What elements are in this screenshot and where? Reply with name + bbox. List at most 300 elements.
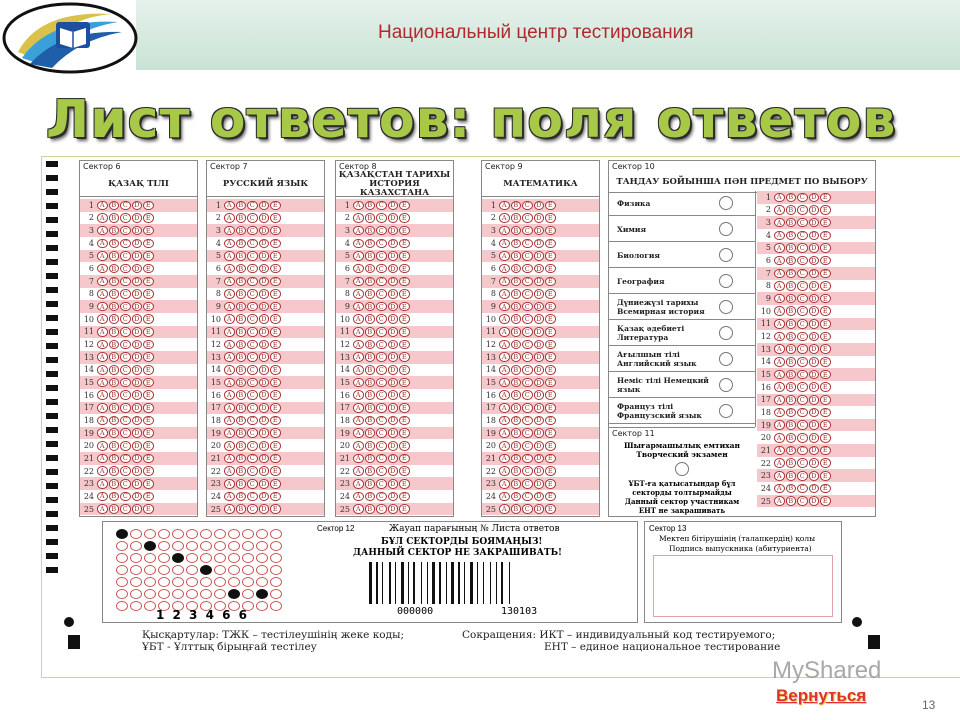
answer-bubble-d[interactable]: D <box>259 378 270 388</box>
answer-bubble-e[interactable]: E <box>143 492 154 502</box>
answer-bubble-e[interactable]: E <box>143 213 154 223</box>
answer-bubble-a[interactable]: A <box>774 446 785 456</box>
answer-bubble-d[interactable]: D <box>809 433 820 443</box>
answer-bubble-a[interactable]: A <box>224 327 235 337</box>
answer-bubble-d[interactable]: D <box>388 213 399 223</box>
answer-bubble-a[interactable]: A <box>97 466 108 476</box>
creative-exam-bubble[interactable] <box>675 462 689 476</box>
answer-bubble-d[interactable]: D <box>809 446 820 456</box>
answer-bubble-e[interactable]: E <box>820 243 831 253</box>
answer-bubble-c[interactable]: C <box>247 479 258 489</box>
answer-bubble-a[interactable]: A <box>774 433 785 443</box>
answer-bubble-a[interactable]: A <box>224 352 235 362</box>
answer-bubble-b[interactable]: B <box>786 484 797 494</box>
answer-bubble-d[interactable]: D <box>809 243 820 253</box>
answer-bubble-e[interactable]: E <box>399 390 410 400</box>
answer-bubble-a[interactable]: A <box>774 357 785 367</box>
answer-bubble-d[interactable]: D <box>809 269 820 279</box>
answer-bubble-b[interactable]: B <box>786 395 797 405</box>
answer-bubble-d[interactable]: D <box>132 403 143 413</box>
answer-bubble-a[interactable]: A <box>97 441 108 451</box>
answer-bubble-a[interactable]: A <box>353 479 364 489</box>
answer-bubble-a[interactable]: A <box>774 471 785 481</box>
answer-bubble-d[interactable]: D <box>534 479 545 489</box>
answer-bubble-a[interactable]: A <box>499 226 510 236</box>
answer-bubble-a[interactable]: A <box>224 466 235 476</box>
answer-bubble-b[interactable]: B <box>511 403 522 413</box>
answer-bubble-a[interactable]: A <box>353 403 364 413</box>
answer-bubble-b[interactable]: B <box>786 218 797 228</box>
answer-bubble-c[interactable]: C <box>797 306 808 316</box>
answer-bubble-c[interactable]: C <box>247 239 258 249</box>
answer-bubble-b[interactable]: B <box>511 201 522 211</box>
answer-bubble-e[interactable]: E <box>545 441 556 451</box>
answer-bubble-b[interactable]: B <box>109 479 120 489</box>
answer-bubble-b[interactable]: B <box>236 302 247 312</box>
answer-bubble-e[interactable]: E <box>143 289 154 299</box>
answer-bubble-b[interactable]: B <box>109 492 120 502</box>
answer-bubble-a[interactable]: A <box>499 492 510 502</box>
answer-bubble-c[interactable]: C <box>376 264 387 274</box>
answer-bubble-e[interactable]: E <box>270 390 281 400</box>
answer-bubble-b[interactable]: B <box>786 256 797 266</box>
answer-bubble-c[interactable]: C <box>376 340 387 350</box>
answer-bubble-a[interactable]: A <box>224 479 235 489</box>
answer-bubble-e[interactable]: E <box>399 454 410 464</box>
answer-bubble-e[interactable]: E <box>270 504 281 514</box>
answer-bubble-c[interactable]: C <box>376 390 387 400</box>
answer-bubble-d[interactable]: D <box>534 314 545 324</box>
answer-bubble-d[interactable]: D <box>132 251 143 261</box>
answer-bubble-a[interactable]: A <box>224 428 235 438</box>
answer-bubble-b[interactable]: B <box>109 352 120 362</box>
answer-bubble-b[interactable]: B <box>511 390 522 400</box>
answer-bubble-a[interactable]: A <box>499 479 510 489</box>
answer-bubble-d[interactable]: D <box>534 365 545 375</box>
answer-bubble-c[interactable]: C <box>522 277 533 287</box>
answer-bubble-b[interactable]: B <box>109 378 120 388</box>
answer-bubble-a[interactable]: A <box>353 226 364 236</box>
answer-bubble-b[interactable]: B <box>511 466 522 476</box>
answer-bubble-d[interactable]: D <box>534 340 545 350</box>
answer-bubble-c[interactable]: C <box>247 454 258 464</box>
answer-bubble-e[interactable]: E <box>143 239 154 249</box>
answer-bubble-d[interactable]: D <box>388 466 399 476</box>
answer-bubble-e[interactable]: E <box>545 226 556 236</box>
answer-bubble-a[interactable]: A <box>97 289 108 299</box>
answer-bubble-a[interactable]: A <box>224 378 235 388</box>
answer-bubble-b[interactable]: B <box>109 226 120 236</box>
answer-bubble-b[interactable]: B <box>786 370 797 380</box>
answer-bubble-b[interactable]: B <box>511 314 522 324</box>
answer-bubble-c[interactable]: C <box>522 314 533 324</box>
answer-bubble-c[interactable]: C <box>247 352 258 362</box>
answer-bubble-a[interactable]: A <box>499 289 510 299</box>
answer-bubble-c[interactable]: C <box>376 352 387 362</box>
answer-bubble-a[interactable]: A <box>224 441 235 451</box>
answer-bubble-c[interactable]: C <box>376 213 387 223</box>
answer-bubble-b[interactable]: B <box>365 264 376 274</box>
answer-bubble-a[interactable]: A <box>224 201 235 211</box>
answer-bubble-d[interactable]: D <box>534 213 545 223</box>
answer-bubble-e[interactable]: E <box>270 428 281 438</box>
answer-bubble-d[interactable]: D <box>388 390 399 400</box>
answer-bubble-e[interactable]: E <box>820 357 831 367</box>
answer-bubble-d[interactable]: D <box>259 340 270 350</box>
answer-bubble-d[interactable]: D <box>132 314 143 324</box>
answer-bubble-b[interactable]: B <box>365 390 376 400</box>
answer-bubble-e[interactable]: E <box>545 428 556 438</box>
answer-bubble-e[interactable]: E <box>399 201 410 211</box>
answer-bubble-b[interactable]: B <box>109 466 120 476</box>
answer-bubble-a[interactable]: A <box>97 314 108 324</box>
answer-bubble-a[interactable]: A <box>97 390 108 400</box>
answer-bubble-a[interactable]: A <box>224 365 235 375</box>
answer-bubble-e[interactable]: E <box>399 226 410 236</box>
answer-bubble-d[interactable]: D <box>809 496 820 506</box>
answer-bubble-d[interactable]: D <box>259 492 270 502</box>
answer-bubble-b[interactable]: B <box>786 205 797 215</box>
answer-bubble-a[interactable]: A <box>499 504 510 514</box>
answer-bubble-a[interactable]: A <box>97 352 108 362</box>
answer-bubble-b[interactable]: B <box>109 441 120 451</box>
answer-bubble-d[interactable]: D <box>132 213 143 223</box>
answer-bubble-b[interactable]: B <box>786 357 797 367</box>
answer-bubble-b[interactable]: B <box>109 201 120 211</box>
answer-bubble-a[interactable]: A <box>774 294 785 304</box>
answer-bubble-c[interactable]: C <box>797 496 808 506</box>
answer-bubble-c[interactable]: C <box>797 433 808 443</box>
answer-bubble-b[interactable]: B <box>511 441 522 451</box>
answer-bubble-b[interactable]: B <box>109 340 120 350</box>
answer-bubble-a[interactable]: A <box>224 416 235 426</box>
answer-bubble-a[interactable]: A <box>499 378 510 388</box>
answer-bubble-b[interactable]: B <box>511 264 522 274</box>
answer-bubble-e[interactable]: E <box>270 466 281 476</box>
answer-bubble-c[interactable]: C <box>120 454 131 464</box>
answer-bubble-e[interactable]: E <box>545 327 556 337</box>
answer-bubble-b[interactable]: B <box>511 213 522 223</box>
answer-bubble-c[interactable]: C <box>120 314 131 324</box>
answer-bubble-a[interactable]: A <box>774 306 785 316</box>
answer-bubble-d[interactable]: D <box>534 277 545 287</box>
answer-bubble-b[interactable]: B <box>236 365 247 375</box>
answer-bubble-b[interactable]: B <box>365 302 376 312</box>
answer-bubble-b[interactable]: B <box>786 269 797 279</box>
answer-bubble-d[interactable]: D <box>259 365 270 375</box>
answer-bubble-b[interactable]: B <box>786 319 797 329</box>
answer-bubble-d[interactable]: D <box>132 327 143 337</box>
answer-bubble-c[interactable]: C <box>247 428 258 438</box>
answer-bubble-e[interactable]: E <box>820 332 831 342</box>
answer-bubble-a[interactable]: A <box>97 492 108 502</box>
answer-bubble-b[interactable]: B <box>109 454 120 464</box>
answer-bubble-b[interactable]: B <box>236 492 247 502</box>
answer-bubble-a[interactable]: A <box>224 251 235 261</box>
answer-bubble-e[interactable]: E <box>820 370 831 380</box>
answer-bubble-c[interactable]: C <box>797 395 808 405</box>
answer-bubble-c[interactable]: C <box>797 420 808 430</box>
answer-bubble-a[interactable]: A <box>499 201 510 211</box>
answer-bubble-a[interactable]: A <box>353 492 364 502</box>
answer-bubble-d[interactable]: D <box>259 201 270 211</box>
answer-bubble-e[interactable]: E <box>399 314 410 324</box>
answer-bubble-a[interactable]: A <box>224 390 235 400</box>
answer-bubble-b[interactable]: B <box>511 416 522 426</box>
answer-bubble-e[interactable]: E <box>399 277 410 287</box>
answer-bubble-a[interactable]: A <box>353 201 364 211</box>
answer-bubble-e[interactable]: E <box>820 231 831 241</box>
answer-bubble-d[interactable]: D <box>259 251 270 261</box>
answer-bubble-e[interactable]: E <box>143 251 154 261</box>
answer-bubble-e[interactable]: E <box>399 239 410 249</box>
answer-bubble-c[interactable]: C <box>522 365 533 375</box>
answer-bubble-d[interactable]: D <box>809 420 820 430</box>
answer-bubble-c[interactable]: C <box>797 256 808 266</box>
answer-bubble-a[interactable]: A <box>774 231 785 241</box>
answer-bubble-b[interactable]: B <box>109 428 120 438</box>
answer-bubble-e[interactable]: E <box>545 289 556 299</box>
answer-bubble-b[interactable]: B <box>786 382 797 392</box>
answer-bubble-b[interactable]: B <box>786 332 797 342</box>
answer-bubble-e[interactable]: E <box>820 408 831 418</box>
answer-bubble-d[interactable]: D <box>259 504 270 514</box>
answer-bubble-d[interactable]: D <box>534 454 545 464</box>
answer-bubble-e[interactable]: E <box>143 327 154 337</box>
answer-bubble-c[interactable]: C <box>376 277 387 287</box>
answer-bubble-a[interactable]: A <box>499 251 510 261</box>
answer-bubble-a[interactable]: A <box>774 484 785 494</box>
answer-bubble-c[interactable]: C <box>797 243 808 253</box>
answer-bubble-e[interactable]: E <box>545 302 556 312</box>
answer-bubble-e[interactable]: E <box>143 416 154 426</box>
answer-bubble-a[interactable]: A <box>774 256 785 266</box>
answer-bubble-e[interactable]: E <box>270 302 281 312</box>
answer-bubble-b[interactable]: B <box>365 428 376 438</box>
answer-bubble-b[interactable]: B <box>786 458 797 468</box>
answer-bubble-d[interactable]: D <box>132 239 143 249</box>
answer-bubble-a[interactable]: A <box>774 281 785 291</box>
answer-bubble-a[interactable]: A <box>499 441 510 451</box>
answer-bubble-d[interactable]: D <box>259 239 270 249</box>
answer-bubble-d[interactable]: D <box>259 314 270 324</box>
answer-bubble-b[interactable]: B <box>365 504 376 514</box>
answer-bubble-c[interactable]: C <box>797 408 808 418</box>
answer-bubble-c[interactable]: C <box>522 201 533 211</box>
answer-bubble-e[interactable]: E <box>270 226 281 236</box>
answer-bubble-a[interactable]: A <box>97 302 108 312</box>
answer-bubble-b[interactable]: B <box>109 251 120 261</box>
answer-bubble-b[interactable]: B <box>109 239 120 249</box>
answer-bubble-a[interactable]: A <box>353 289 364 299</box>
answer-bubble-e[interactable]: E <box>143 277 154 287</box>
answer-bubble-e[interactable]: E <box>820 496 831 506</box>
answer-bubble-a[interactable]: A <box>499 340 510 350</box>
answer-bubble-e[interactable]: E <box>143 441 154 451</box>
answer-bubble-c[interactable]: C <box>247 201 258 211</box>
answer-bubble-d[interactable]: D <box>388 201 399 211</box>
answer-bubble-b[interactable]: B <box>109 403 120 413</box>
answer-bubble-b[interactable]: B <box>511 428 522 438</box>
answer-bubble-d[interactable]: D <box>388 365 399 375</box>
answer-bubble-e[interactable]: E <box>270 441 281 451</box>
answer-bubble-d[interactable]: D <box>132 441 143 451</box>
answer-bubble-b[interactable]: B <box>109 504 120 514</box>
answer-bubble-a[interactable]: A <box>774 218 785 228</box>
answer-bubble-c[interactable]: C <box>522 441 533 451</box>
answer-bubble-a[interactable]: A <box>353 340 364 350</box>
answer-bubble-b[interactable]: B <box>511 302 522 312</box>
answer-bubble-e[interactable]: E <box>399 264 410 274</box>
answer-bubble-d[interactable]: D <box>132 352 143 362</box>
answer-bubble-b[interactable]: B <box>511 454 522 464</box>
answer-bubble-e[interactable]: E <box>399 492 410 502</box>
answer-bubble-a[interactable]: A <box>774 319 785 329</box>
answer-bubble-a[interactable]: A <box>97 416 108 426</box>
answer-bubble-e[interactable]: E <box>270 454 281 464</box>
answer-bubble-c[interactable]: C <box>522 378 533 388</box>
answer-bubble-b[interactable]: B <box>236 201 247 211</box>
answer-bubble-d[interactable]: D <box>388 492 399 502</box>
answer-bubble-e[interactable]: E <box>270 378 281 388</box>
answer-bubble-e[interactable]: E <box>545 454 556 464</box>
answer-bubble-e[interactable]: E <box>143 428 154 438</box>
answer-bubble-e[interactable]: E <box>399 327 410 337</box>
answer-bubble-c[interactable]: C <box>120 352 131 362</box>
answer-bubble-b[interactable]: B <box>511 479 522 489</box>
answer-bubble-c[interactable]: C <box>120 504 131 514</box>
answer-bubble-c[interactable]: C <box>376 226 387 236</box>
answer-bubble-e[interactable]: E <box>545 479 556 489</box>
answer-bubble-b[interactable]: B <box>786 344 797 354</box>
answer-bubble-e[interactable]: E <box>820 193 831 203</box>
answer-bubble-a[interactable]: A <box>224 340 235 350</box>
answer-bubble-e[interactable]: E <box>820 218 831 228</box>
answer-bubble-a[interactable]: A <box>97 454 108 464</box>
answer-bubble-c[interactable]: C <box>247 302 258 312</box>
answer-bubble-b[interactable]: B <box>365 251 376 261</box>
elective-select-bubble[interactable] <box>719 222 733 236</box>
answer-bubble-d[interactable]: D <box>259 428 270 438</box>
answer-bubble-c[interactable]: C <box>247 277 258 287</box>
answer-bubble-e[interactable]: E <box>399 365 410 375</box>
answer-bubble-d[interactable]: D <box>534 264 545 274</box>
answer-bubble-e[interactable]: E <box>143 340 154 350</box>
answer-bubble-e[interactable]: E <box>545 340 556 350</box>
elective-select-bubble[interactable] <box>719 404 733 418</box>
answer-bubble-c[interactable]: C <box>120 378 131 388</box>
answer-bubble-b[interactable]: B <box>236 428 247 438</box>
answer-bubble-e[interactable]: E <box>399 428 410 438</box>
answer-bubble-a[interactable]: A <box>353 416 364 426</box>
answer-bubble-d[interactable]: D <box>809 484 820 494</box>
answer-bubble-d[interactable]: D <box>259 441 270 451</box>
answer-bubble-d[interactable]: D <box>259 390 270 400</box>
back-link[interactable]: Вернуться <box>776 686 867 705</box>
answer-bubble-a[interactable]: A <box>774 408 785 418</box>
answer-bubble-e[interactable]: E <box>545 378 556 388</box>
answer-bubble-e[interactable]: E <box>820 446 831 456</box>
answer-bubble-e[interactable]: E <box>399 213 410 223</box>
answer-bubble-c[interactable]: C <box>376 365 387 375</box>
answer-bubble-a[interactable]: A <box>353 264 364 274</box>
answer-bubble-b[interactable]: B <box>365 327 376 337</box>
answer-bubble-a[interactable]: A <box>499 239 510 249</box>
answer-bubble-c[interactable]: C <box>120 492 131 502</box>
answer-bubble-d[interactable]: D <box>388 352 399 362</box>
answer-bubble-c[interactable]: C <box>247 264 258 274</box>
answer-bubble-c[interactable]: C <box>522 239 533 249</box>
answer-bubble-b[interactable]: B <box>236 251 247 261</box>
answer-bubble-c[interactable]: C <box>247 378 258 388</box>
answer-bubble-e[interactable]: E <box>270 251 281 261</box>
answer-bubble-a[interactable]: A <box>97 365 108 375</box>
answer-bubble-e[interactable]: E <box>143 378 154 388</box>
answer-bubble-d[interactable]: D <box>132 479 143 489</box>
answer-bubble-e[interactable]: E <box>820 294 831 304</box>
answer-bubble-c[interactable]: C <box>797 332 808 342</box>
answer-bubble-d[interactable]: D <box>534 390 545 400</box>
answer-bubble-b[interactable]: B <box>365 454 376 464</box>
elective-select-bubble[interactable] <box>719 352 733 366</box>
answer-bubble-b[interactable]: B <box>236 239 247 249</box>
answer-bubble-b[interactable]: B <box>236 289 247 299</box>
answer-bubble-d[interactable]: D <box>259 454 270 464</box>
answer-bubble-e[interactable]: E <box>399 378 410 388</box>
answer-bubble-c[interactable]: C <box>522 416 533 426</box>
answer-bubble-c[interactable]: C <box>247 340 258 350</box>
answer-bubble-d[interactable]: D <box>132 302 143 312</box>
answer-bubble-d[interactable]: D <box>534 201 545 211</box>
answer-bubble-c[interactable]: C <box>797 370 808 380</box>
answer-bubble-d[interactable]: D <box>259 416 270 426</box>
elective-select-bubble[interactable] <box>719 326 733 340</box>
answer-bubble-c[interactable]: C <box>522 289 533 299</box>
answer-bubble-b[interactable]: B <box>236 454 247 464</box>
answer-bubble-b[interactable]: B <box>786 496 797 506</box>
answer-bubble-a[interactable]: A <box>353 378 364 388</box>
code-bubble[interactable] <box>256 601 268 611</box>
answer-bubble-e[interactable]: E <box>820 433 831 443</box>
answer-bubble-c[interactable]: C <box>797 281 808 291</box>
answer-bubble-d[interactable]: D <box>388 340 399 350</box>
answer-bubble-b[interactable]: B <box>236 277 247 287</box>
answer-bubble-e[interactable]: E <box>143 454 154 464</box>
answer-bubble-a[interactable]: A <box>774 382 785 392</box>
answer-bubble-c[interactable]: C <box>376 289 387 299</box>
answer-bubble-c[interactable]: C <box>376 327 387 337</box>
code-bubble[interactable] <box>116 601 128 611</box>
answer-bubble-b[interactable]: B <box>109 213 120 223</box>
answer-bubble-a[interactable]: A <box>97 201 108 211</box>
answer-bubble-d[interactable]: D <box>809 218 820 228</box>
answer-bubble-e[interactable]: E <box>270 365 281 375</box>
answer-bubble-a[interactable]: A <box>499 277 510 287</box>
answer-bubble-e[interactable]: E <box>270 239 281 249</box>
answer-bubble-d[interactable]: D <box>809 193 820 203</box>
answer-bubble-c[interactable]: C <box>120 201 131 211</box>
answer-bubble-b[interactable]: B <box>236 314 247 324</box>
answer-bubble-a[interactable]: A <box>774 243 785 253</box>
answer-bubble-c[interactable]: C <box>120 327 131 337</box>
answer-bubble-a[interactable]: A <box>353 213 364 223</box>
answer-bubble-d[interactable]: D <box>388 226 399 236</box>
answer-bubble-e[interactable]: E <box>820 420 831 430</box>
answer-bubble-a[interactable]: A <box>499 416 510 426</box>
answer-bubble-c[interactable]: C <box>797 319 808 329</box>
answer-bubble-b[interactable]: B <box>365 403 376 413</box>
answer-bubble-d[interactable]: D <box>388 264 399 274</box>
